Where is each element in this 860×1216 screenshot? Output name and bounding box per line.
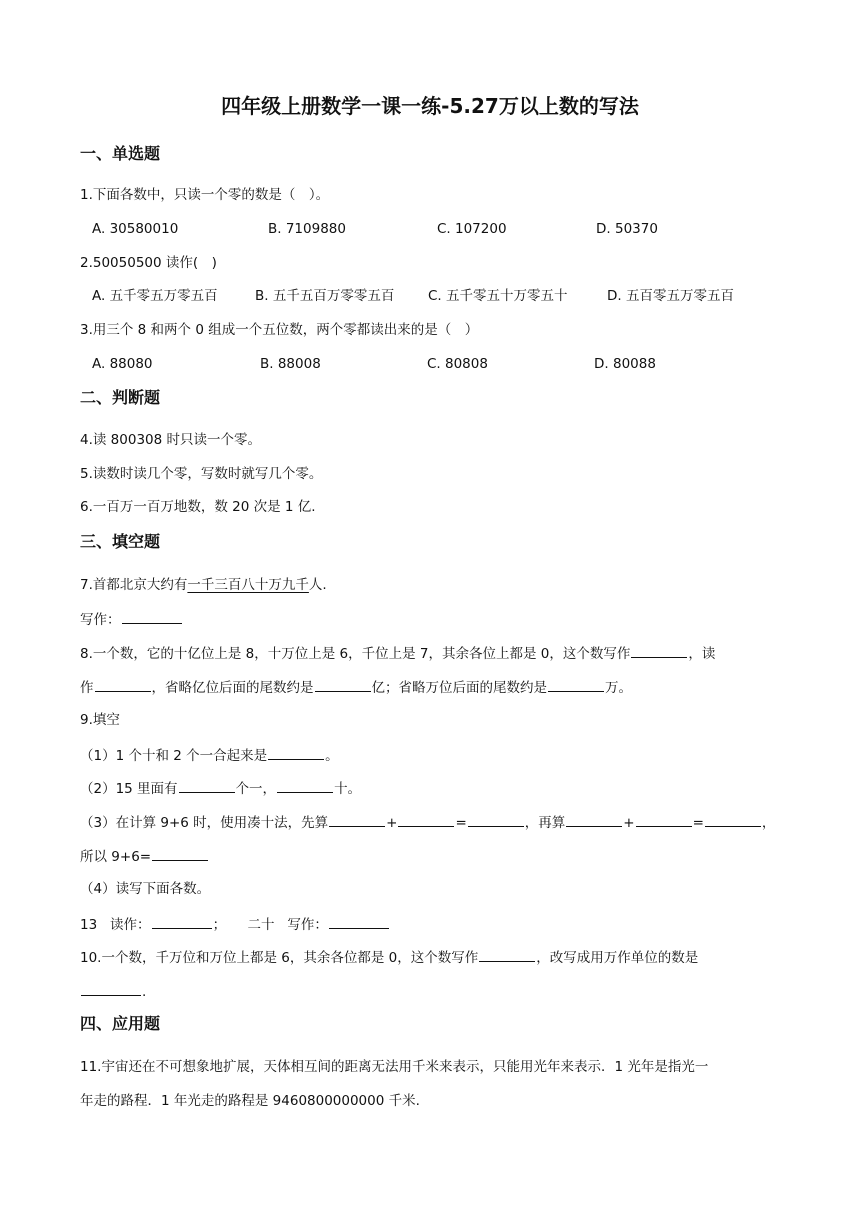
question-3-stem: 3.用三个 8 和两个 0 组成一个五位数，两个零都读出来的是（ ） bbox=[80, 322, 479, 338]
question-8-text-a: 8.一个数，它的十亿位上是 8，十万位上是 6，千位上是 7，其余各位上都是 0，这个数写作 bbox=[80, 646, 631, 662]
question-9-part-3 bbox=[80, 811, 780, 833]
question-10-line-2 bbox=[80, 980, 780, 1002]
question-2-option-a: A. 五千零五万零五百 bbox=[92, 288, 218, 304]
answer-blank[interactable] bbox=[95, 676, 151, 692]
question-8-text-c: 作 bbox=[80, 680, 94, 696]
question-1-option-c: C. 107200 bbox=[437, 221, 507, 237]
plus-sign: + bbox=[623, 815, 635, 831]
question-7-prefix: 7.首都北京大约有 bbox=[80, 577, 188, 593]
question-9-part-2-end: 十。 bbox=[334, 781, 362, 797]
answer-blank[interactable] bbox=[329, 913, 389, 929]
answer-blank[interactable] bbox=[315, 676, 371, 692]
question-5: 5.读数时读几个零，写数时就写几个零。 bbox=[80, 466, 323, 482]
question-10-text-b: ，改写成用万作单位的数是 bbox=[536, 950, 699, 966]
answer-blank[interactable] bbox=[152, 913, 212, 929]
question-9-part-2-mid: 个一， bbox=[235, 781, 277, 797]
answer-blank[interactable] bbox=[398, 811, 454, 827]
question-1-stem: 1.下面各数中，只读一个零的数是（ ）。 bbox=[80, 187, 330, 203]
question-1-option-a: A. 30580010 bbox=[92, 221, 179, 237]
answer-blank[interactable] bbox=[548, 676, 604, 692]
question-9-part-2 bbox=[80, 777, 780, 799]
question-9-part-1-text: （1）1 个十和 2 个一合起来是 bbox=[80, 748, 268, 764]
question-9-part-1-end: 。 bbox=[325, 748, 339, 764]
question-8-line-2 bbox=[80, 676, 780, 698]
question-7-write-label: 写作： bbox=[80, 612, 121, 628]
question-2-option-d: D. 五百零五万零五百 bbox=[607, 288, 734, 304]
question-11-line-2: 年走的路程．1 年光走的路程是 9460800000000 千米. bbox=[80, 1093, 420, 1109]
answer-blank[interactable] bbox=[479, 946, 535, 962]
question-2-option-b: B. 五千五百万零零五百 bbox=[255, 288, 395, 304]
answer-blank[interactable] bbox=[705, 811, 761, 827]
question-3-option-c: C. 80808 bbox=[427, 356, 488, 372]
question-8-text-d: ，省略亿位后面的尾数约是 bbox=[151, 680, 314, 696]
answer-blank[interactable] bbox=[122, 608, 182, 624]
answer-blank[interactable] bbox=[566, 811, 622, 827]
question-6: 6.一百万一百万地数，数 20 次是 1 亿. bbox=[80, 499, 316, 515]
question-9-part-3-end: ， bbox=[761, 815, 776, 831]
question-9-part-4-write-label: ； 二十 写作： bbox=[212, 917, 328, 933]
question-8-text-b: ，读 bbox=[688, 646, 716, 662]
section-heading-fill-blank: 三、填空题 bbox=[80, 532, 161, 551]
question-7-underlined-number: 一千三百八十万九千 bbox=[187, 577, 309, 593]
question-9-part-4-read-label: 13 读作： bbox=[80, 917, 151, 933]
question-9-part-3-mid: ，再算 bbox=[524, 815, 566, 831]
equals-sign: = bbox=[455, 815, 467, 831]
question-7-stem bbox=[80, 575, 780, 595]
page-title: 四年级上册数学一课一练-5.27万以上数的写法 bbox=[221, 94, 639, 118]
question-9-part-1 bbox=[80, 744, 780, 766]
section-heading-true-false: 二、判断题 bbox=[80, 388, 161, 407]
question-9-part-3-text: （3）在计算 9+6 时，使用凑十法，先算 bbox=[80, 815, 329, 831]
question-4: 4.读 800308 时只读一个零。 bbox=[80, 432, 261, 448]
section-heading-application: 四、应用题 bbox=[80, 1014, 161, 1033]
question-11-line-1: 11.宇宙还在不可想象地扩展，天体相互间的距离无法用千米来表示，只能用光年来表示．1 光年是指光一 bbox=[80, 1059, 709, 1075]
answer-blank[interactable] bbox=[468, 811, 524, 827]
question-8-text-f: 万。 bbox=[605, 680, 632, 696]
answer-blank[interactable] bbox=[268, 744, 324, 760]
answer-blank[interactable] bbox=[631, 642, 687, 658]
question-9-part-3-result-label: 所以 9+6= bbox=[80, 849, 152, 865]
question-10-text-c: . bbox=[142, 984, 147, 1000]
answer-blank[interactable] bbox=[179, 777, 235, 793]
equals-sign: = bbox=[692, 815, 704, 831]
question-8-line-1 bbox=[80, 642, 780, 664]
question-1-option-b: B. 7109880 bbox=[268, 221, 346, 237]
question-3-option-b: B. 88008 bbox=[260, 356, 321, 372]
answer-blank[interactable] bbox=[277, 777, 333, 793]
answer-blank[interactable] bbox=[636, 811, 692, 827]
question-7-suffix: 人. bbox=[308, 577, 327, 593]
question-2-option-c: C. 五千零五十万零五十 bbox=[428, 288, 568, 304]
question-9-stem: 9.填空 bbox=[80, 712, 120, 728]
question-1-option-d: D. 50370 bbox=[596, 221, 658, 237]
question-3-option-a: A. 88080 bbox=[92, 356, 153, 372]
question-8-text-e: 亿；省略万位后面的尾数约是 bbox=[371, 680, 547, 696]
question-10-line-1 bbox=[80, 946, 780, 968]
question-2-stem: 2.50050500 读作( ) bbox=[80, 255, 217, 271]
question-9-part-3-line-2 bbox=[80, 845, 780, 867]
plus-sign: + bbox=[386, 815, 398, 831]
question-10-text-a: 10.一个数，千万位和万位上都是 6，其余各位都是 0，这个数写作 bbox=[80, 950, 479, 966]
answer-blank[interactable] bbox=[81, 980, 141, 996]
question-3-option-d: D. 80088 bbox=[594, 356, 656, 372]
section-heading-single-choice: 一、单选题 bbox=[80, 144, 161, 163]
answer-blank[interactable] bbox=[152, 845, 208, 861]
question-9-part-4: （4）读写下面各数。 bbox=[80, 881, 211, 897]
question-9-part-4-items bbox=[80, 913, 780, 935]
question-9-part-2-text: （2）15 里面有 bbox=[80, 781, 178, 797]
answer-blank[interactable] bbox=[329, 811, 385, 827]
question-7-answer-line bbox=[80, 608, 780, 630]
